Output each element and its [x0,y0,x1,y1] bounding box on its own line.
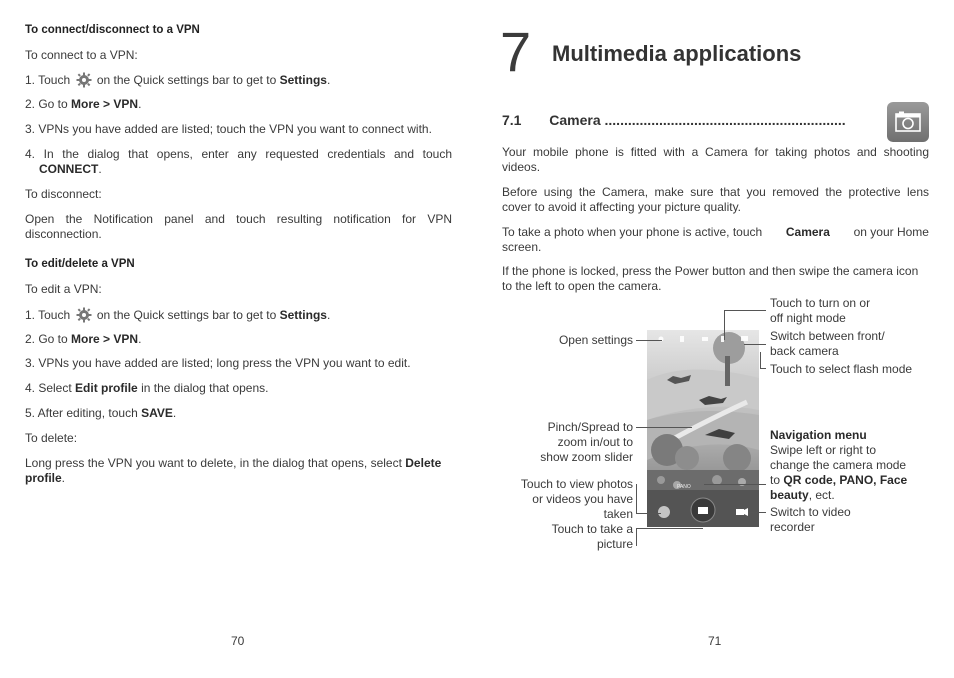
vpn-connect-step2: 2. Go to More > VPN. [25,97,142,111]
more-vpn-bold: More > VPN [71,332,139,346]
profile-bold: profile [25,471,62,485]
step-text: on the Quick settings bar to get to [96,308,277,322]
para1-line2: videos. [502,160,541,174]
callout-line: Touch to turn on or [770,296,871,310]
delete-bold: Delete [405,456,442,470]
vpn-delete-line1 [25,456,441,471]
vpn-edit-step4 [25,381,269,396]
para1-line1: Your mobile phone is fitted with a Camera for taking photos and shooting [502,145,929,159]
vpn-edit-step3: 3. VPNs you have added are listed; long press the VPN you want to edit. [25,356,411,370]
step-text: 1. Touch [25,73,71,87]
vpn-edit-heading: To edit/delete a VPN [25,258,135,270]
gear-icon [76,307,92,323]
chapter-title: Multimedia applications [552,41,802,66]
para3-text: on your Home [853,225,929,239]
callout-line: zoom in/out to [557,435,633,449]
para4-line1: If the phone is locked, press the Power button and then swipe the camera icon [502,264,919,278]
vpn-edit-step5: 5. After editing, touch SAVE. [25,406,177,420]
step-text: 4. Select [25,381,72,395]
callout-open-settings: Open settings [558,333,633,347]
callout-line: , ect. [808,488,835,502]
settings-bold: Settings [279,73,327,87]
leader-flash-vertical [760,352,761,368]
callout-line: off night mode [770,311,846,325]
edit-profile-bold: Edit profile [75,381,138,395]
connect-bold: CONNECT [39,162,99,176]
vpn-edit-step1: 1. Touch on the Quick settings bar to get to Settings. [25,308,331,322]
callout-line: Switch to video [770,505,851,519]
leader-video [748,512,766,513]
leader-night-vertical [724,310,725,340]
vpn-disconnect-label: To disconnect: [25,187,102,201]
leader-flash [760,368,766,369]
vpn-connect-heading: To connect/disconnect to a VPN [25,24,200,36]
para3-line2: screen. [502,240,542,254]
para3-text: To take a photo when your phone is active, touch [502,225,763,239]
para3-line1 [502,225,929,240]
vpn-edit-intro: To edit a VPN: [25,282,102,296]
callout-view-photos [500,477,633,522]
para4-line2: to the left to open the camera. [502,279,662,293]
page-number-right: 71 [708,634,722,648]
vpn-disconnect-line2: disconnection. [25,227,102,241]
callout-line: Touch to take a [551,522,633,536]
camera-icon [887,102,929,142]
leader-view-vertical [636,484,637,513]
section-number: 7.1 [502,113,522,128]
vpn-connect-intro: To connect to a VPN: [25,48,138,62]
leader-nav [704,484,766,485]
step-text: 2. Go to [25,97,68,111]
chapter-number: 7 [500,20,532,83]
settings-bold: Settings [279,308,327,322]
mode-bar-label: PANO [677,484,691,490]
para2-line1: Before using the Camera, make sure that you removed the protective lens [502,185,929,199]
callout-line: taken [603,507,633,521]
callout-line: picture [596,537,633,551]
vpn-disconnect-line1: Open the Notification panel and touch resulting notification for VPN [25,212,452,226]
callout-navigation-menu [770,428,907,503]
step-text: 5. After editing, touch [25,406,138,420]
vpn-connect-step1: 1. Touch on the Quick settings bar to get to Settings. [25,73,331,87]
camera-viewfinder-image [647,330,759,527]
para2-line2: cover to avoid it affecting your picture quality. [502,200,742,214]
callout-line: show zoom slider [540,450,633,464]
callout-line: recorder [770,520,815,534]
step-text: 2. Go to [25,332,68,346]
page-number-left: 70 [231,634,245,648]
callout-line: or videos you have [532,492,633,506]
more-vpn-bold: More > VPN [71,97,139,111]
section-leader-dots: .............................................................. [604,113,846,128]
camera-icon-graphic [887,102,929,142]
leader-open-settings [636,340,662,341]
step-text: 1. Touch [25,308,71,322]
vpn-connect-step4-line1: 4. In the dialog that opens, enter any requested credentials and touch [25,147,452,161]
callout-take-picture [500,522,633,552]
step-text: Long press the VPN you want to delete, in the dialog that opens, select [25,456,402,470]
vpn-delete-line2: profile. [25,471,66,485]
callout-line: Switch between front/ [770,329,885,343]
callout-line: change the camera mode [770,458,907,472]
callout-line: Swipe left or right to [770,443,877,457]
vpn-connect-step4-line2: CONNECT. [39,162,102,176]
step-text: in the dialog that opens. [141,381,269,395]
callout-line: to [770,473,781,487]
callout-switch-camera [770,329,885,359]
step-text: on the Quick settings bar to get to [96,73,277,87]
gear-icon [76,72,92,88]
leader-switch [744,344,766,345]
callout-line: Touch to view photos [520,477,633,491]
leader-take [636,528,703,529]
section-heading [502,113,892,128]
camera-scene [647,330,759,527]
leader-pinch [636,427,692,428]
leader-night [724,310,766,311]
callout-video-recorder [770,505,851,535]
vpn-delete-label: To delete: [25,431,78,445]
leader-view [636,513,661,514]
section-title: Camera [549,113,601,128]
callout-flash-mode: Touch to select flash mode [770,362,913,376]
callout-line: back camera [770,344,839,358]
vpn-edit-step2: 2. Go to More > VPN. [25,332,142,346]
leader-take-vertical [636,528,637,546]
modes-bold: QR code, PANO, Face [783,473,908,487]
vpn-connect-step3: 3. VPNs you have added are listed; touch the VPN you want to connect with. [25,122,432,136]
beauty-bold: beauty [770,488,809,502]
callout-pinch [500,420,633,465]
camera-bold: Camera [785,225,830,239]
callout-night-mode [770,296,870,326]
save-bold: SAVE [141,406,173,420]
callout-line: Pinch/Spread to [547,420,633,434]
nav-title: Navigation menu [770,428,867,442]
